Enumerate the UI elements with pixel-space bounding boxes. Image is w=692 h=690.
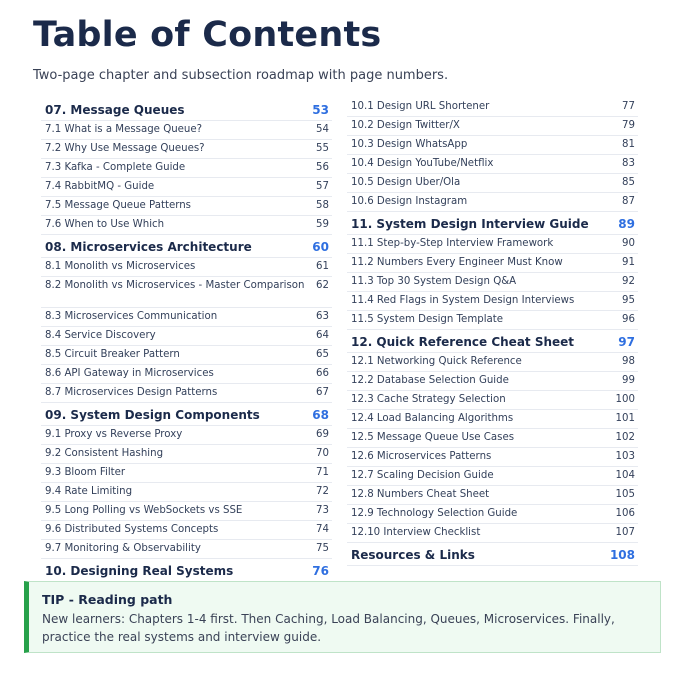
toc-entry-row[interactable] [347, 254, 638, 273]
toc-entry-title: 8.5 Circuit Breaker Pattern [45, 349, 180, 360]
toc-entry-title: 8.7 Microservices Design Patterns [45, 387, 218, 398]
toc-entry-title: 12.8 Numbers Cheat Sheet [351, 489, 490, 500]
toc-entry-row[interactable] [347, 467, 638, 486]
toc-entry-title: 10.5 Design Uber/Ola [351, 177, 461, 188]
toc-entry-row[interactable] [347, 174, 638, 193]
toc-page-number: 58 [316, 200, 329, 211]
toc-entry-title: 11.1 Step-by-Step Interview Framework [351, 238, 554, 249]
toc-page-number: 68 [312, 408, 329, 422]
toc-entry-title: 10.3 Design WhatsApp [351, 139, 468, 150]
toc-entry-row[interactable] [41, 277, 332, 308]
toc-entry-row[interactable] [347, 98, 638, 117]
toc-entry-row[interactable] [41, 346, 332, 365]
toc-entry-row[interactable] [41, 197, 332, 216]
toc-section-title: 11. System Design Interview Guide [351, 217, 589, 231]
toc-entry-title: 11.3 Top 30 System Design Q&A [351, 276, 517, 287]
toc-page-number: 67 [316, 387, 329, 398]
toc-entry-row[interactable] [41, 258, 332, 277]
toc-entry-row[interactable] [347, 136, 638, 155]
toc-entry-title: 10.2 Design Twitter/X [351, 120, 460, 131]
toc-page-number: 76 [312, 564, 329, 578]
toc-entry-row[interactable] [347, 372, 638, 391]
toc-entry-row[interactable] [41, 502, 332, 521]
toc-entry-title: 7.5 Message Queue Patterns [45, 200, 191, 211]
toc-entry-row[interactable] [347, 117, 638, 136]
toc-entry-title: 11.5 System Design Template [351, 314, 504, 325]
toc-entry-row[interactable] [41, 121, 332, 140]
toc-entry-title: 12.2 Database Selection Guide [351, 375, 509, 386]
toc-page-number: 57 [316, 181, 329, 192]
toc-entry-row[interactable] [41, 521, 332, 540]
toc-page-number: 104 [615, 470, 635, 481]
toc-page-number: 102 [615, 432, 635, 443]
toc-entry-title: 12.5 Message Queue Use Cases [351, 432, 515, 443]
toc-entry-row[interactable] [347, 353, 638, 372]
toc-entry-title: 12.4 Load Balancing Algorithms [351, 413, 514, 424]
toc-entry-row[interactable] [347, 486, 638, 505]
toc-page-number: 75 [316, 543, 329, 554]
toc-entry-row[interactable] [347, 505, 638, 524]
toc-page-number: 108 [609, 548, 635, 562]
toc-section-row[interactable] [41, 98, 332, 121]
toc-section-title: Resources & Links [351, 548, 475, 562]
toc-page-number: 54 [316, 124, 329, 135]
toc-left-column [41, 98, 332, 582]
toc-page-number: 77 [622, 101, 635, 112]
toc-page-number: 91 [622, 257, 635, 268]
toc-entry-row[interactable] [347, 155, 638, 174]
toc-page-number: 70 [316, 448, 329, 459]
tip-callout [24, 581, 661, 653]
toc-entry-row[interactable] [41, 426, 332, 445]
toc-entry-row[interactable] [347, 235, 638, 254]
toc-page-number: 103 [615, 451, 635, 462]
toc-page-number: 55 [316, 143, 329, 154]
toc-entry-title: 11.4 Red Flags in System Design Interviews [351, 295, 575, 306]
toc-page-number: 53 [312, 103, 329, 117]
tip-text: New learners: Chapters 1-4 first. Then Caching, Load Balancing, Queues, Microservices. Finally, practice the real systems and interview guide. [42, 612, 615, 644]
toc-entry-row[interactable] [347, 524, 638, 543]
toc-entry-title: 7.4 RabbitMQ - Guide [45, 181, 155, 192]
toc-entry-row[interactable] [41, 308, 332, 327]
toc-page-number: 79 [622, 120, 635, 131]
toc-entry-title: 8.1 Monolith vs Microservices [45, 261, 196, 272]
toc-entry-row[interactable] [41, 464, 332, 483]
toc-page-number: 97 [618, 335, 635, 349]
toc-page-number: 100 [615, 394, 635, 405]
toc-entry-title: 12.6 Microservices Patterns [351, 451, 492, 462]
toc-page-number: 65 [316, 349, 329, 360]
toc-entry-row[interactable] [347, 410, 638, 429]
toc-section-row[interactable] [41, 403, 332, 426]
toc-page-number: 63 [316, 311, 329, 322]
toc-entry-title: 9.4 Rate Limiting [45, 486, 133, 497]
toc-page-number: 59 [316, 219, 329, 230]
toc-entry-title: 7.6 When to Use Which [45, 219, 165, 230]
toc-page-number: 98 [622, 356, 635, 367]
toc-entry-title: 7.1 What is a Message Queue? [45, 124, 203, 135]
toc-page-number: 96 [622, 314, 635, 325]
toc-entry-row[interactable] [347, 448, 638, 467]
toc-entry-row[interactable] [41, 365, 332, 384]
toc-entry-row[interactable] [347, 273, 638, 292]
toc-page-number: 74 [316, 524, 329, 535]
toc-entry-title: 12.10 Interview Checklist [351, 527, 481, 538]
toc-section-title: 12. Quick Reference Cheat Sheet [351, 335, 575, 349]
toc-entry-title: 11.2 Numbers Every Engineer Must Know [351, 257, 563, 268]
toc-page-number: 105 [615, 489, 635, 500]
toc-page-number: 101 [615, 413, 635, 424]
toc-page-number: 107 [615, 527, 635, 538]
toc-entry-title: 10.4 Design YouTube/Netflix [351, 158, 494, 169]
toc-page-number: 92 [622, 276, 635, 287]
toc-entry-title: 9.1 Proxy vs Reverse Proxy [45, 429, 183, 440]
toc-entry-title: 10.1 Design URL Shortener [351, 101, 490, 112]
toc-page-number: 60 [312, 240, 329, 254]
toc-page-number: 72 [316, 486, 329, 497]
toc-page-number: 71 [316, 467, 329, 478]
toc-entry-row[interactable] [347, 311, 638, 330]
toc-page-number: 87 [622, 196, 635, 207]
toc-entry-row[interactable] [41, 384, 332, 403]
toc-page-number: 85 [622, 177, 635, 188]
toc-entry-row[interactable] [41, 140, 332, 159]
page-title: Table of Contents [33, 15, 382, 55]
toc-page-number: 69 [316, 429, 329, 440]
toc-entry-row[interactable] [41, 159, 332, 178]
toc-page-number: 106 [615, 508, 635, 519]
toc-entry-title: 8.2 Monolith vs Microservices - Master Comparison [45, 280, 305, 291]
toc-section-row[interactable] [347, 212, 638, 235]
toc-entry-row[interactable] [41, 445, 332, 464]
toc-entry-row[interactable] [347, 429, 638, 448]
toc-section-row[interactable] [41, 559, 332, 582]
toc-entry-title: 7.2 Why Use Message Queues? [45, 143, 205, 154]
toc-section-row[interactable] [347, 330, 638, 353]
toc-entry-title: 9.2 Consistent Hashing [45, 448, 164, 459]
toc-entry-title: 9.7 Monitoring & Observability [45, 543, 201, 554]
toc-entry-title: 12.1 Networking Quick Reference [351, 356, 522, 367]
toc-entry-title: 8.4 Service Discovery [45, 330, 156, 341]
toc-entry-title: 9.6 Distributed Systems Concepts [45, 524, 219, 535]
toc-entry-title: 10.6 Design Instagram [351, 196, 468, 207]
toc-entry-title: 12.3 Cache Strategy Selection [351, 394, 506, 405]
toc-page-number: 56 [316, 162, 329, 173]
toc-entry-title: 7.3 Kafka - Complete Guide [45, 162, 186, 173]
toc-entry-row[interactable] [347, 193, 638, 212]
toc-page-number: 81 [622, 139, 635, 150]
toc-section-title: 09. System Design Components [45, 408, 260, 422]
toc-section-title: 07. Message Queues [45, 103, 185, 117]
toc-entry-row[interactable] [347, 391, 638, 410]
toc-entry-row[interactable] [347, 292, 638, 311]
toc-page-number: 73 [316, 505, 329, 516]
toc-section-row[interactable] [41, 235, 332, 258]
toc-entry-row[interactable] [41, 540, 332, 559]
toc-entry-title: 12.7 Scaling Decision Guide [351, 470, 494, 481]
toc-entry-title: 8.6 API Gateway in Microservices [45, 368, 214, 379]
toc-page-number: 83 [622, 158, 635, 169]
toc-entry-title: 9.3 Bloom Filter [45, 467, 126, 478]
toc-section-title: 10. Designing Real Systems [45, 564, 234, 578]
toc-entry-title: 8.3 Microservices Communication [45, 311, 218, 322]
toc-page-number: 62 [316, 280, 329, 291]
toc-entry-title: 9.5 Long Polling vs WebSockets vs SSE [45, 505, 243, 516]
tip-title: TIP - Reading path [42, 592, 173, 607]
toc-page-number: 66 [316, 368, 329, 379]
toc-page-number: 95 [622, 295, 635, 306]
toc-section-title: 08. Microservices Architecture [45, 240, 252, 254]
toc-entry-title: 12.9 Technology Selection Guide [351, 508, 518, 519]
toc-page-number: 89 [618, 217, 635, 231]
toc-entry-row[interactable] [41, 178, 332, 197]
toc-entry-row[interactable] [41, 216, 332, 235]
toc-page-number: 90 [622, 238, 635, 249]
toc-page-number: 99 [622, 375, 635, 386]
toc-entry-row[interactable] [41, 483, 332, 502]
toc-entry-row[interactable] [41, 327, 332, 346]
toc-page-number: 64 [316, 330, 329, 341]
toc-page-number: 61 [316, 261, 329, 272]
toc-right-column [347, 98, 638, 566]
toc-section-row[interactable] [347, 543, 638, 566]
page-subtitle: Two-page chapter and subsection roadmap with page numbers. [33, 68, 449, 83]
